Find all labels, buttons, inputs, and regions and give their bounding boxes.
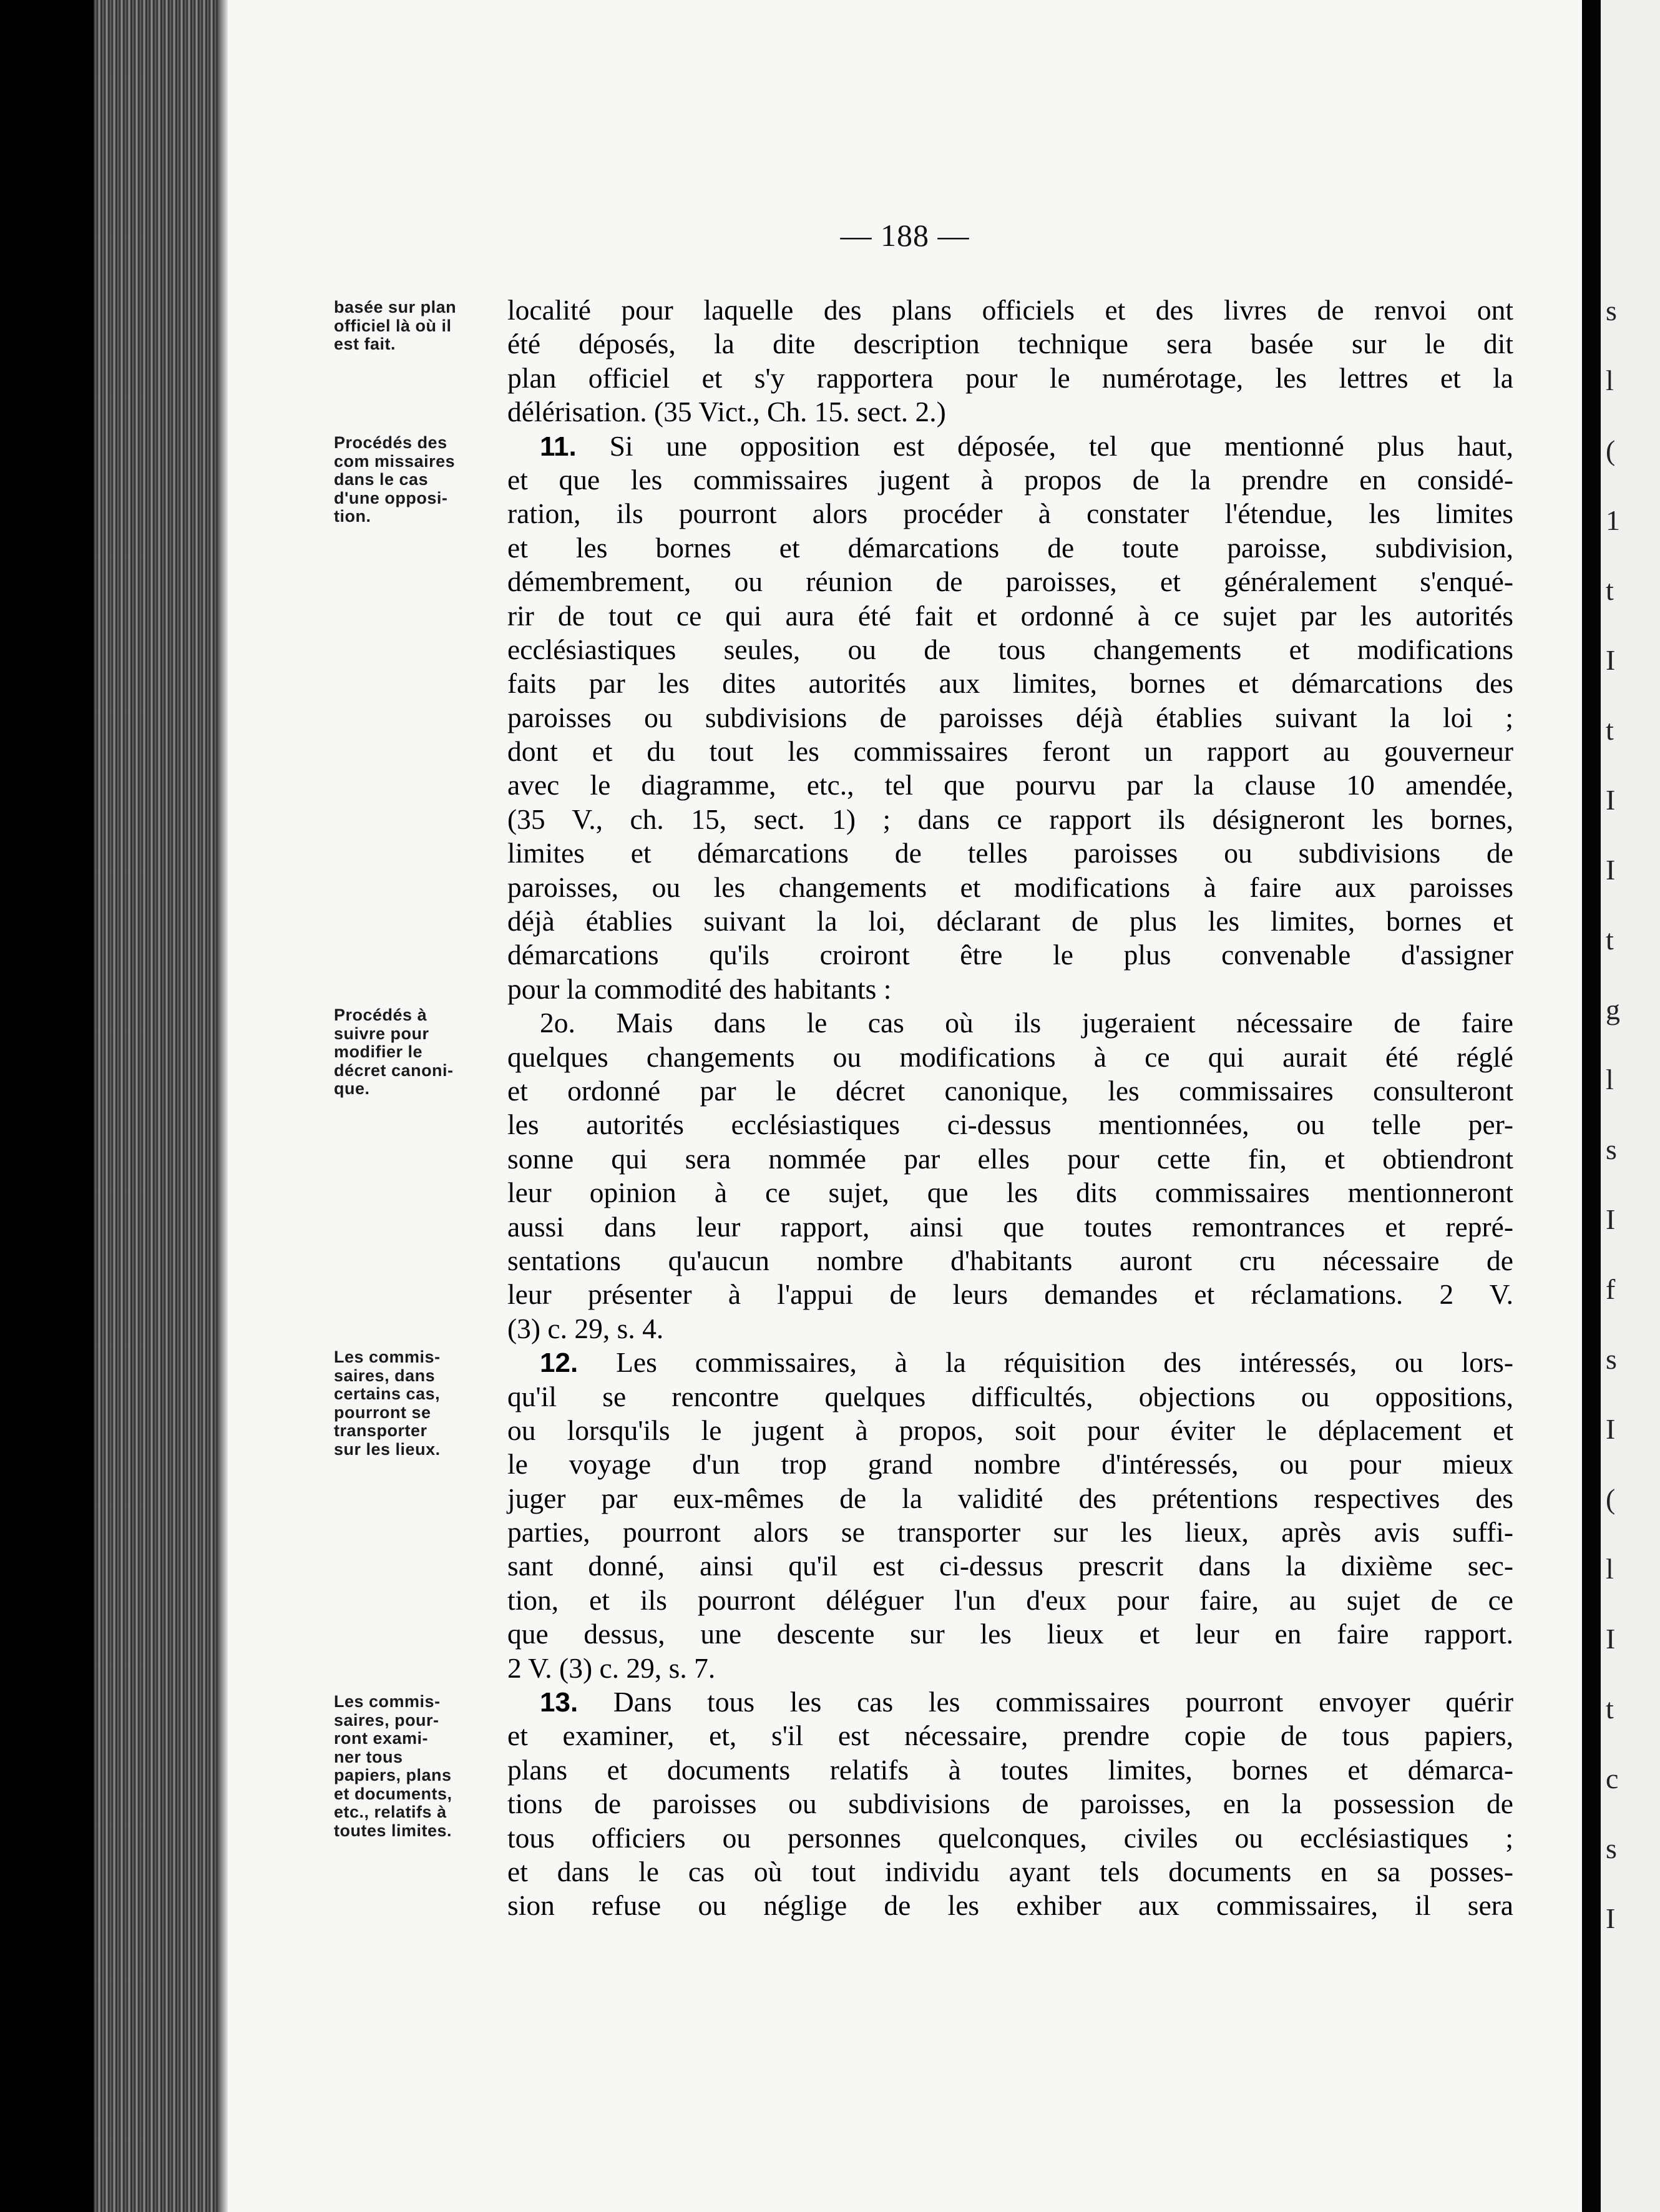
text-line: tous officiers ou personnes quelconques, civiles ou ecclésiastiques ;	[507, 1821, 1513, 1854]
facing-page-glyph: s	[1606, 1343, 1617, 1375]
margin-note-line: décret canoni-	[334, 1060, 454, 1080]
page-number: — 188 —	[840, 218, 970, 253]
margin-note-line: d'une opposi-	[334, 488, 448, 507]
text-line: avec le diagramme, etc., tel que pourvu par la clause 10 amendée,	[507, 769, 1513, 801]
text-line: leur opinion à ce sujet, que les dits commissaires mentionneront	[507, 1177, 1513, 1209]
facing-page-glyph: t	[1606, 574, 1614, 606]
text-line: (35 V., ch. 15, sect. 1) ; dans ce rapport ils désigneront les bornes,	[507, 803, 1513, 835]
facing-page-glyph: t	[1606, 714, 1614, 746]
section-11-first-line	[507, 429, 1513, 463]
text-line: ou lorsqu'ils le jugent à propos, soit pour éviter le déplacement et	[507, 1414, 1513, 1446]
text-line: le voyage d'un trop grand nombre d'intéressés, ou pour mieux	[507, 1448, 1513, 1480]
text-line: parties, pourront alors se transporter sur les lieux, après avis suffi-	[507, 1516, 1513, 1549]
margin-note-line: Procédés à	[334, 1006, 427, 1024]
body-text	[507, 293, 1513, 1923]
text-line: démarcations qu'ils croiront être le plus convenable d'assigner	[507, 939, 1513, 971]
text-line: ration, ils pourront alors procéder à constater l'étendue, les limites	[507, 497, 1513, 530]
margin-note-line: modifier le	[334, 1042, 423, 1061]
text-line: localité pour laquelle des plans officiels et des livres de renvoi ont	[507, 294, 1513, 326]
facing-page-glyph: I	[1606, 1623, 1616, 1655]
facing-page-glyph: 1	[1606, 504, 1620, 536]
section-13-first-line	[507, 1685, 1513, 1719]
text-line: et les bornes et démarcations de toute paroisse, subdivision,	[507, 531, 1513, 564]
text-line: qu'il se rencontre quelques difficultés, objections ou oppositions,	[507, 1380, 1513, 1412]
facing-page-glyph: g	[1606, 994, 1620, 1025]
margin-note-line: tion.	[334, 507, 371, 526]
facing-page-glyph: t	[1606, 924, 1614, 956]
text-line: rir de tout ce qui aura été fait et ordonné à ce sujet par les autorités	[507, 599, 1513, 632]
text-line: et que les commissaires jugent à propos de la prendre en considé-	[507, 463, 1513, 496]
margin-note-plan-officiel	[334, 298, 505, 354]
margin-note-decret-canonique	[334, 1006, 505, 1099]
text-line: et dans le cas où tout individu ayant tels documents en sa posses-	[507, 1855, 1513, 1887]
text-line: 2o. Mais dans le cas où ils jugeraient nécessaire de faire	[540, 1007, 1513, 1039]
text-line: sentations qu'aucun nombre d'habitants auront cru nécessaire de	[507, 1244, 1513, 1276]
margin-note-examiner-papiers	[334, 1693, 505, 1840]
margin-note-line: et documents,	[334, 1784, 452, 1803]
text-line: sion refuse ou néglige de les exhiber aux commissaires, il sera	[507, 1889, 1513, 1922]
margin-note-line: ner tous	[334, 1747, 403, 1766]
text-line: et examiner, et, s'il est nécessaire, prendre copie de tous papiers,	[507, 1720, 1513, 1752]
text-line: aussi dans leur rapport, ainsi que toutes remontrances et repré-	[507, 1210, 1513, 1243]
section-number: 13.	[540, 1687, 579, 1718]
text-line: que dessus, une descente sur les lieux et leur en faire rapport.	[507, 1618, 1513, 1650]
margin-note-line: saires, dans	[334, 1366, 436, 1385]
margin-note-line: Les commis-	[334, 1348, 441, 1366]
text-line: délérisation. (35 Vict., Ch. 15. sect. 2.)	[507, 396, 946, 428]
text-line: (3) c. 29, s. 4.	[507, 1312, 664, 1344]
margin-note-line: etc., relatifs à	[334, 1803, 447, 1821]
margin-note-line: sur les lieux.	[334, 1439, 441, 1459]
section-number: 11.	[540, 431, 577, 462]
margin-note-line: que.	[334, 1079, 370, 1098]
margin-note-line: ront exami-	[334, 1729, 429, 1748]
text-line: plan officiel et s'y rapportera pour le numérotage, les lettres et la	[507, 361, 1513, 394]
text-line: déjà établies suivant la loi, déclarant de plus les limites, bornes et	[507, 905, 1513, 937]
facing-page-glyph: I	[1606, 1902, 1616, 1934]
margin-note-line: Les commis-	[334, 1692, 441, 1711]
scanner-background	[0, 0, 94, 2212]
margin-note-transport-lieux	[334, 1348, 505, 1459]
text-line: tion, et ils pourront déléguer l'un d'eux pour faire, au sujet de ce	[507, 1583, 1513, 1616]
text-line: limites et démarcations de telles paroisses ou subdivisions de	[507, 837, 1513, 869]
facing-page-glyph: s	[1606, 1133, 1617, 1165]
margin-note-line: pourront se	[334, 1402, 431, 1422]
margin-note-line: dans le cas	[334, 470, 429, 489]
text-line: dont et du tout les commissaires feront un rapport au gouverneur	[507, 735, 1513, 768]
text-line: sonne qui sera nommée par elles pour cette fin, et obtiendront	[507, 1142, 1513, 1175]
facing-page-glyph: I	[1606, 784, 1616, 816]
text-line: Si une opposition est déposée, tel que mentionné plus haut,	[609, 429, 1514, 462]
text-line: leur présenter à l'appui de leurs demandes et réclamations. 2 V.	[507, 1278, 1513, 1311]
facing-page-edge	[1601, 0, 1660, 2212]
text-line: faits par les dites autorités aux limites, bornes et démarcations des	[507, 667, 1513, 700]
book-page-edges	[94, 0, 228, 2212]
section-number: 12.	[540, 1348, 579, 1379]
text-line: démembrement, ou réunion de paroisses, et généralement s'enqué-	[507, 565, 1513, 598]
margin-note-line: toutes limites.	[334, 1821, 452, 1840]
margin-note-line: certains cas,	[334, 1384, 441, 1403]
facing-page-glyph: I	[1606, 1203, 1616, 1235]
text-line: été déposés, la dite description technique sera basée sur le dit	[507, 328, 1513, 360]
facing-page-glyph: f	[1606, 1273, 1616, 1305]
facing-page-glyph: s	[1606, 1833, 1617, 1864]
margin-note-line: Procédés des	[334, 433, 447, 452]
text-line: plans et documents relatifs à toutes limites, bornes et démarca-	[507, 1753, 1513, 1786]
margin-note-line: transporter	[334, 1421, 427, 1440]
text-line: tions de paroisses ou subdivisions de paroisses, en la possession de	[507, 1788, 1513, 1820]
facing-page-glyph: l	[1606, 1064, 1614, 1095]
facing-page-glyph: I	[1606, 1413, 1616, 1445]
text-line: Les commissaires, à la réquisition des intéressés, ou lors-	[616, 1346, 1514, 1379]
margin-note-line: officiel là où il	[334, 316, 452, 335]
text-line: ecclésiastiques seules, ou de tous changements et modifications	[507, 633, 1513, 665]
text-line: les autorités ecclésiastiques ci-dessus mentionnées, ou telle per-	[507, 1108, 1513, 1141]
text-line: Dans tous les cas les commissaires pourront envoyer quérir	[613, 1686, 1513, 1718]
facing-page-glyph: s	[1606, 295, 1617, 326]
facing-page-glyph: (	[1606, 434, 1616, 466]
facing-page-glyph: l	[1606, 1553, 1614, 1585]
text-line: quelques changements ou modifications à ce qui aurait été réglé	[507, 1040, 1513, 1073]
margin-note-line: basée sur plan	[334, 298, 457, 316]
facing-page-glyph: l	[1606, 365, 1614, 396]
book-gutter	[1582, 0, 1601, 2212]
facing-page-glyph: I	[1606, 854, 1616, 886]
text-line: 2 V. (3) c. 29, s. 7.	[507, 1652, 716, 1684]
facing-page-glyph: (	[1606, 1483, 1616, 1515]
margin-note-line: suivre pour	[334, 1024, 429, 1043]
text-line: juger par eux-mêmes de la validité des prétentions respectives des	[507, 1482, 1513, 1514]
text-line: et ordonné par le décret canonique, les commissaires consulteront	[507, 1074, 1513, 1107]
facing-page-glyph: c	[1606, 1763, 1619, 1794]
text-line: paroisses, ou les changements et modifications à faire aux paroisses	[507, 871, 1513, 903]
margin-note-line: est fait.	[334, 335, 396, 353]
facing-page-glyph: t	[1606, 1693, 1614, 1725]
margin-note-line: com missaires	[334, 451, 456, 471]
margin-note-line: saires, pour-	[334, 1710, 439, 1730]
text-line: sant donné, ainsi qu'il est ci-dessus prescrit dans la dixième sec-	[507, 1550, 1513, 1582]
margin-note-line: papiers, plans	[334, 1766, 452, 1784]
margin-note-procedes-opposition	[334, 434, 505, 526]
text-line: pour la commodité des habitants :	[507, 972, 892, 1005]
facing-page-glyph: I	[1606, 644, 1616, 676]
section-12-first-line	[507, 1346, 1513, 1379]
text-line: paroisses ou subdivisions de paroisses déjà établies suivant la loi ;	[507, 701, 1513, 733]
